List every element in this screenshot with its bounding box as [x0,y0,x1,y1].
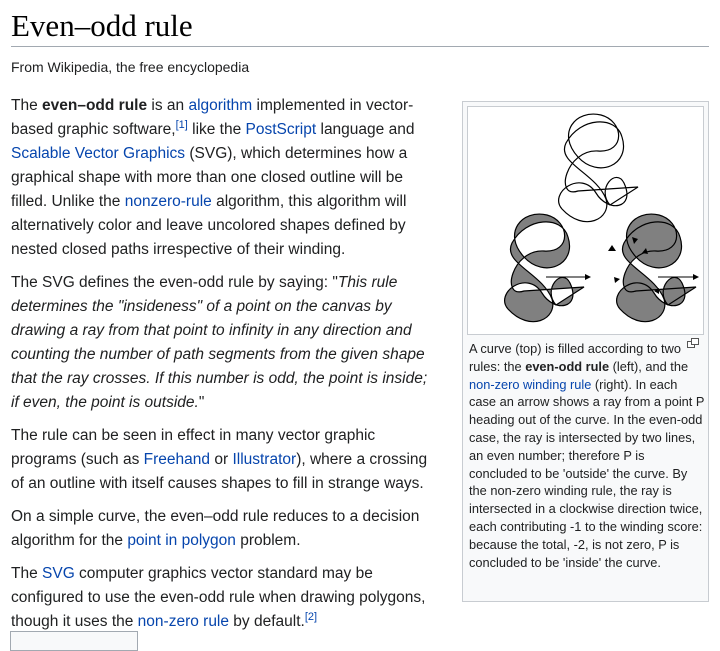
link-point-in-polygon[interactable]: point in polygon [127,532,236,549]
link-freehand[interactable]: Freehand [143,451,211,468]
text: problem. [235,532,301,549]
text: algorithm, this algorithm will alternatively color and leave uncolored shapes defined by nested closed paths irrespective of their winding. [11,193,407,258]
text: (SVG), which determines how a graphical shape with more than one closed outline will be filled. Unlike the [11,145,408,210]
paragraph-svg-standard [11,562,439,634]
paragraph-svg-definition [11,271,439,415]
link-nonzero-rule[interactable]: nonzero-rule [124,193,212,210]
text: (right). In each case an arrow shows a ray from a point P heading out of the curve. In the even-odd case, the ray is intersected by two lines, an even number; therefore P is concluded to be 'outside' the curve. By the non-zero winding rule, the ray is intersected in a clockwise direction twice, each contributing -1 to the winding score: because the total, -2, is not zero, P is concluded to be 'inside' the curve. [469,376,705,570]
paragraph-intro [11,94,439,262]
figure-box [462,101,709,602]
figure-caption [469,340,705,571]
even-odd-illustration [468,107,703,334]
original-curve [559,114,638,222]
text: The rule can be seen in effect in many vector graphic programs (such as [11,427,376,468]
text: language and [316,121,415,138]
link-nonzero-winding-rule[interactable]: non-zero winding rule [469,376,592,392]
bold-term: even–odd rule [42,97,148,114]
title-divider [11,46,709,47]
link-non-zero-rule[interactable]: non-zero rule [137,613,229,630]
reference-link[interactable]: [2] [304,610,318,623]
figure-image[interactable] [467,106,704,335]
page-tagline: From Wikipedia, the free encyclopedia [11,59,250,75]
text: by default. [229,613,305,630]
paragraph-simple-curve [11,505,439,553]
article-body [11,94,439,643]
text: " [198,394,205,411]
text: (left), and the [609,358,689,374]
text: like the [187,121,246,138]
reference-link[interactable]: [1] [175,118,188,131]
nonzero-filled-curve [608,214,698,322]
text: On a simple curve, the even–odd rule reduces to a decision algorithm for the [11,508,420,549]
link-algorithm[interactable]: algorithm [188,97,253,114]
quote: This rule determines the "insideness" of a point on the canvas by drawing a ray from that point to infinity in any direction and counting the number of path segments from the given shape that the ray crosses. If this number is odd, the point is inside; if even, the point is outside. [11,274,428,411]
text: The [11,97,43,114]
bold-term: even-odd rule [525,358,610,374]
text: ), where a crossing of an outline with itself causes shapes to fill in strange ways. [11,451,428,492]
link-postscript[interactable]: PostScript [245,121,317,138]
page-title: Even–odd rule [11,8,193,43]
link-illustrator[interactable]: Illustrator [232,451,297,468]
text: The [11,565,43,582]
link-svg-standard[interactable]: SVG [42,565,75,582]
paragraph-programs [11,424,439,496]
text: computer graphics vector standard may be configured to use the even-odd rule when drawing polygons, though it uses the [11,565,426,630]
text: or [210,451,233,468]
text: A curve (top) is filled according to two rules: the [469,341,681,374]
contents-box [10,631,138,651]
text: The SVG defines the even-odd rule by saying: " [11,274,338,291]
text: is an [147,97,189,114]
link-svg[interactable]: Scalable Vector Graphics [11,145,186,162]
text: implemented in vector-based graphic software, [11,97,414,138]
even-odd-filled-curve [505,214,590,322]
